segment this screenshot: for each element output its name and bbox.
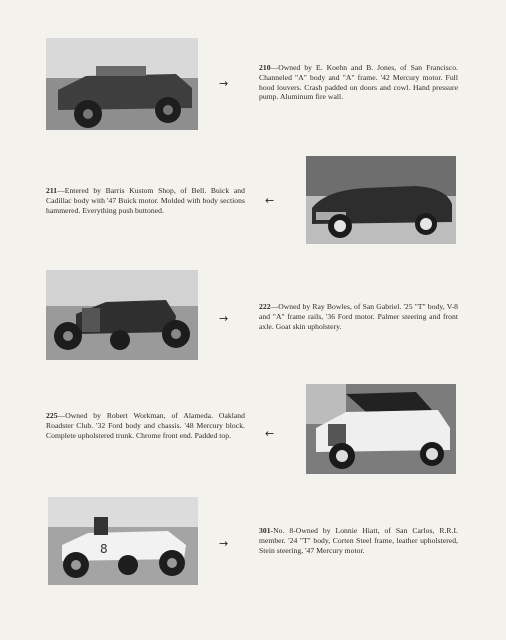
entry-number: 222 xyxy=(259,302,271,311)
caption-entry-301 xyxy=(259,526,458,555)
entry-description: —Owned by E. Koehn and B. Jones, of San Francisco. Channeled "A" body and "A" frame. '42 Mercury motor. Full hood louvers. Crash padded on doors and cowl. Hand pressure pump. Aluminum fire wall. xyxy=(259,63,458,102)
entry-number: 301 xyxy=(259,526,271,535)
arrow-entry-211: ← xyxy=(265,194,275,207)
svg-text:8: 8 xyxy=(100,542,108,556)
entry-description: —Owned by Ray Bowles, of San Gabriel. '25 "T" body, V-8 and "A" frame rails, '36 Ford motor. Palmer steering and front axle. Goat skin upholstery. xyxy=(259,302,458,331)
arrow-entry-222: → xyxy=(219,312,229,325)
photo-entry-225 xyxy=(306,384,456,474)
caption-entry-211 xyxy=(46,186,245,215)
entry-description: —Owned by Robert Workman, of Alameda. Oakland Roadster Club. '32 Ford body and chassis. '48 Mercury block. Complete upholstered trunk. Chrome front end. Padded top. xyxy=(46,411,245,440)
arrow-entry-210: → xyxy=(219,77,229,90)
entry-number: 225 xyxy=(46,411,58,420)
photo-entry-222 xyxy=(46,270,198,360)
caption-entry-210 xyxy=(259,63,458,102)
photo-entry-211 xyxy=(306,156,456,244)
entry-number: 210 xyxy=(259,63,271,72)
entry-description: -No. 8-Owned by Lonnie Hiatt, of San Carlos, R.R.I. member. '24 "T" body, Corten Steel frame, leather upholstered, Stein steering, '47 Mercury motor. xyxy=(259,526,458,555)
entry-number: 211 xyxy=(46,186,58,195)
caption-entry-222 xyxy=(259,302,458,331)
entry-description: —Entered by Barris Kustom Shop, of Bell. Buick and Cadillac body with '47 Buick motor. Molded with body sections hammered. Everything push buttoned. xyxy=(46,186,245,215)
arrow-entry-301: → xyxy=(219,537,229,550)
photo-entry-210 xyxy=(46,38,198,130)
caption-entry-225 xyxy=(46,411,245,440)
arrow-entry-225: ← xyxy=(265,427,275,440)
photo-entry-301 xyxy=(48,497,198,585)
